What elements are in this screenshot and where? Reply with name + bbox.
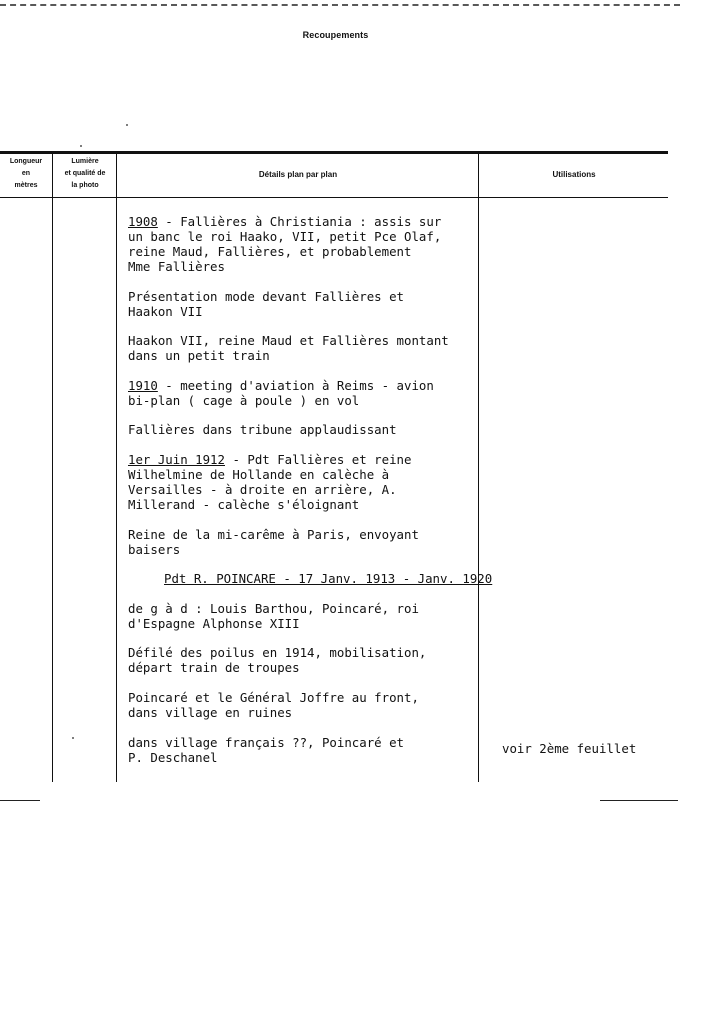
entry-date: 1er Juin 1912	[128, 451, 225, 467]
shot-entry	[128, 601, 548, 631]
entry-line	[128, 229, 548, 244]
heading-text: Pdt R. POINCARE - 17 Janv. 1913 - Janv. 1920	[164, 571, 493, 587]
shot-entry	[128, 289, 548, 319]
entry-line	[128, 527, 548, 542]
entry-text: baisers	[128, 541, 181, 557]
section-heading	[128, 571, 548, 586]
shot-entry	[128, 527, 548, 557]
entry-line	[128, 542, 548, 557]
scan-speck	[80, 145, 82, 147]
entry-line	[128, 645, 548, 660]
page-title: Recoupements	[302, 30, 369, 40]
entry-line	[128, 378, 548, 393]
entry-line	[128, 601, 548, 616]
entry-text: Présentation mode devant Fallières et	[128, 288, 405, 304]
column-header-length	[0, 156, 52, 192]
entry-text: Défilé des poilus en 1914, mobilisation,	[128, 645, 427, 661]
entry-line	[128, 705, 548, 720]
entry-text: P. Deschanel	[128, 749, 218, 765]
entry-text: d'Espagne Alphonse XIII	[128, 615, 300, 631]
entry-text: dans village en ruines	[128, 704, 293, 720]
entry-line	[128, 289, 548, 304]
column-header-line: mètres	[14, 182, 38, 189]
entry-text: dans un petit train	[128, 348, 270, 364]
column-divider	[52, 152, 53, 782]
entry-text: Reine de la mi-carême à Paris, envoyant	[128, 526, 419, 542]
column-header-line: Longueur	[9, 158, 43, 165]
shot-entry	[128, 422, 548, 437]
column-divider	[116, 152, 117, 782]
scan-edge-line	[0, 4, 680, 6]
entry-line	[128, 571, 548, 586]
entry-text: Wilhelmine de Hollande en calèche à	[128, 466, 390, 482]
entry-date: 1908	[128, 214, 158, 229]
entry-line	[128, 348, 548, 363]
header-rule	[0, 197, 668, 198]
scan-speck	[126, 124, 128, 126]
shot-entry	[128, 645, 548, 675]
entry-text: - meeting d'aviation à Reims - avion	[157, 377, 434, 393]
entry-line	[128, 333, 548, 348]
entry-text: - Pdt Fallières et reine	[224, 451, 412, 467]
column-header-line: la photo	[71, 182, 99, 189]
entry-line	[128, 616, 548, 631]
entry-line	[128, 750, 548, 765]
entry-text: bi-plan ( cage à poule ) en vol	[128, 392, 360, 408]
shot-entry	[128, 452, 548, 512]
column-header-uses: Utilisations	[552, 170, 596, 179]
column-header-line: Lumière	[71, 158, 99, 165]
entry-date: 1910	[128, 377, 158, 393]
entry-line	[128, 304, 548, 319]
entry-line	[128, 690, 548, 705]
entry-text: de g à d : Louis Barthou, Poincaré, roi	[128, 600, 419, 616]
column-header-line: en	[21, 170, 31, 177]
entry-line	[128, 482, 548, 497]
column-header-quality	[54, 156, 116, 192]
scan-speck	[72, 737, 74, 739]
entry-line	[128, 467, 548, 482]
entry-text: reine Maud, Fallières, et probablement	[128, 244, 412, 259]
column-header-details: Détails plan par plan	[258, 170, 338, 179]
entry-text: Millerand - calèche s'éloignant	[128, 496, 360, 512]
entry-text: dans village français ??, Poincaré et	[128, 734, 405, 750]
entry-line	[128, 393, 548, 408]
entry-text: Mme Fallières	[128, 259, 225, 274]
shot-details-list	[128, 214, 548, 765]
utilisation-note: voir 2ème feuillet	[502, 741, 637, 756]
entry-line	[128, 214, 548, 229]
entry-line	[128, 259, 548, 274]
entry-text: Haakon VII, reine Maud et Fallières montant	[128, 333, 449, 349]
bottom-rule	[600, 800, 678, 801]
column-header-line: et qualité de	[64, 170, 106, 177]
shot-entry	[128, 214, 548, 274]
shot-entry	[128, 378, 548, 408]
shot-entry	[128, 333, 548, 363]
bottom-rule	[0, 800, 40, 801]
shot-entry	[128, 735, 548, 765]
table-top-rule	[0, 151, 668, 154]
shot-entry	[128, 690, 548, 720]
entry-text: Fallières dans tribune applaudissant	[128, 422, 397, 438]
entry-text: Poincaré et le Général Joffre au front,	[128, 689, 419, 705]
entry-line	[128, 497, 548, 512]
entry-line	[128, 735, 548, 750]
entry-text: départ train de troupes	[128, 660, 300, 676]
entry-text: Versailles - à droite en arrière, A.	[128, 481, 397, 497]
entry-line	[128, 244, 548, 259]
entry-line	[128, 660, 548, 675]
entry-text: un banc le roi Haako, VII, petit Pce Olaf,	[128, 229, 442, 244]
entry-line	[128, 422, 548, 437]
entry-line	[128, 452, 548, 467]
entry-text: - Fallières à Christiania : assis sur	[157, 214, 442, 229]
entry-text: Haakon VII	[128, 303, 203, 319]
